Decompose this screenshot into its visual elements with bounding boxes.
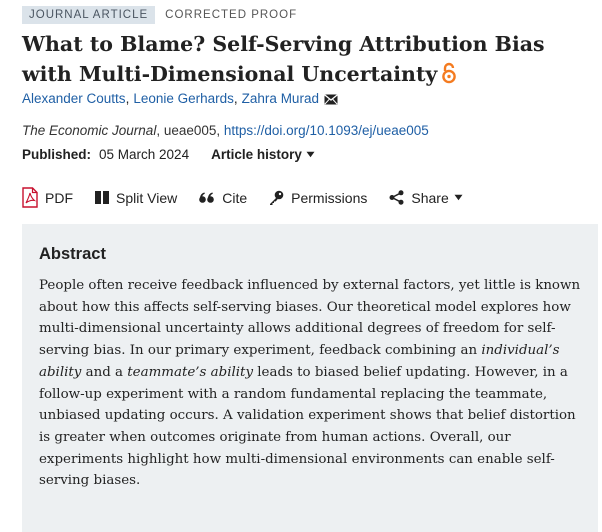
open-access-lock-icon <box>441 62 457 92</box>
published-label: Published: <box>22 147 92 162</box>
cite-button[interactable] <box>199 190 247 206</box>
permissions-label: Permissions <box>291 189 368 206</box>
abstract-text-part: People often receive feedback influenced by external factors, yet little is known about how this affects self-serving biases. Our theoretical model explores how multi-dimensional uncertainty allows additional degrees of freedom for self-serving bias. In our primary experiment, feedback combining an <box>39 278 581 359</box>
article-history-label: Article history <box>211 147 302 162</box>
abstract-heading: Abstract <box>39 245 106 263</box>
author-list <box>22 90 338 110</box>
pdf-button[interactable] <box>22 187 73 208</box>
caret-down-icon <box>306 151 315 158</box>
author-separator: , <box>125 91 130 106</box>
article-type-badge: JOURNAL ARTICLE <box>22 6 155 24</box>
author-separator: , <box>233 91 238 106</box>
pdf-label: PDF <box>45 189 73 206</box>
journal-name: The Economic Journal <box>22 123 157 138</box>
cite-label: Cite <box>222 189 248 206</box>
split-view-button[interactable] <box>95 190 177 206</box>
abstract-emphasis: teammate’s ability <box>127 364 254 380</box>
share-label: Share <box>411 189 449 206</box>
author-link-gerhards[interactable]: Leonie Gerhards <box>133 91 234 106</box>
pdf-icon <box>22 187 38 208</box>
article-status-badge: CORRECTED PROOF <box>165 9 298 21</box>
article-history-toggle[interactable] <box>211 147 315 162</box>
abstract-text <box>39 275 581 492</box>
article-id: , ueae005, <box>156 123 224 138</box>
article-toolbar <box>22 187 485 208</box>
published-date: 05 March 2024 <box>99 147 190 162</box>
published-line <box>22 146 315 164</box>
permissions-button[interactable] <box>269 190 367 206</box>
share-icon <box>389 190 404 205</box>
quote-icon <box>199 192 215 204</box>
split-view-label: Split View <box>116 189 178 206</box>
key-icon <box>269 190 284 205</box>
author-link-murad[interactable]: Zahra Murad <box>241 91 319 106</box>
abstract-section <box>22 224 598 532</box>
abstract-text-part: leads to biased belief updating. However, in a follow-up experiment with a random fundamental replacing the teammate, unbiased updating occurs. A validation experiment shows that belief distortion is greater when outcomes originate from human actions. Overall, our experiments highlight how multi-dimensional environments can enable self-serving biases. <box>39 364 576 489</box>
split-view-icon <box>95 191 109 204</box>
article-badges <box>22 6 297 24</box>
citation-line <box>22 122 429 140</box>
share-button[interactable] <box>389 190 462 206</box>
doi-link[interactable]: https://doi.org/10.1093/ej/ueae005 <box>223 123 429 138</box>
author-link-coutts[interactable]: Alexander Coutts <box>22 91 126 106</box>
article-title-text: What to Blame? Self-Serving Attribution Bias with Multi-Dimensional Uncertainty <box>22 32 545 86</box>
envelope-icon[interactable] <box>324 92 338 110</box>
abstract-text-part: and a <box>81 364 128 380</box>
abstract-emphasis: individual’s ability <box>39 343 560 380</box>
caret-down-icon <box>454 194 463 201</box>
article-title <box>22 29 597 92</box>
